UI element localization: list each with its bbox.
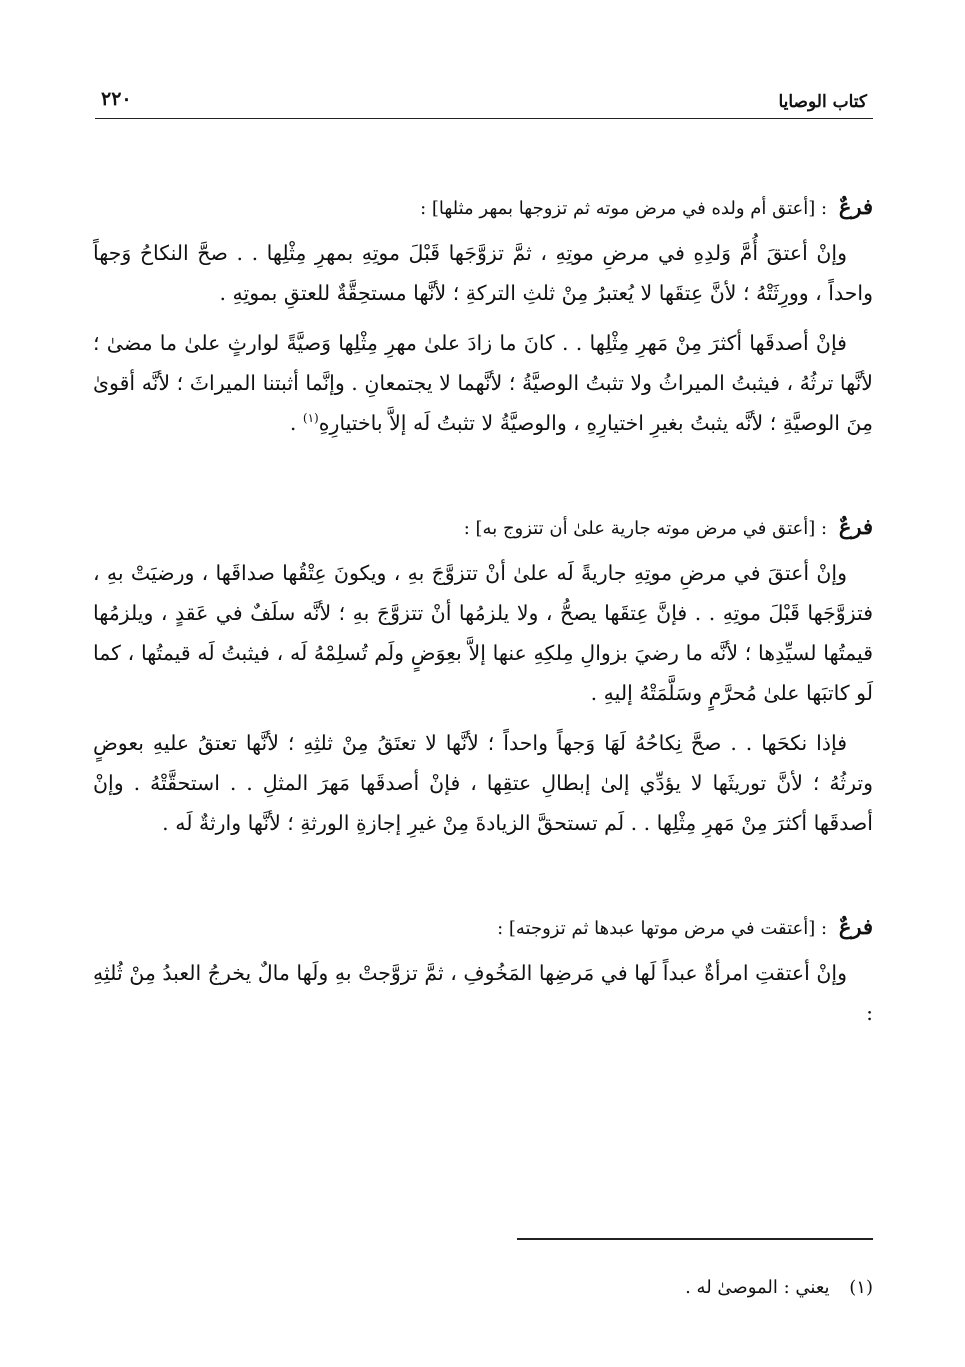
footnote-number: (١) xyxy=(849,1277,873,1298)
paragraph: وإنْ أعتقَ أُمَّ وَلدِهِ في مرضِ موتِهِ ، ثمَّ تزوَّجَها قَبْلَ موتِهِ بمهرِ مِثْلِها . . صحَّ النكاحُ وَجهاً واحداً ، وورِثَتْهُ ؛ لأنَّ عِتقَها لا يُعتبرُ مِنْ ثلثِ التركةِ ؛ لأنَّها مستحِقَّةٌ للعتقِ بموتِهِ . xyxy=(93,241,873,305)
main-text xyxy=(93,185,873,1043)
section-heading xyxy=(93,505,873,551)
section-heading xyxy=(93,185,873,231)
paragraph-text: فإنْ أصدقَها أكثرَ مِنْ مَهرِ مِثْلِها . . كانَ ما زادَ علىٰ مهرِ مِثْلِها وَصيَّةً لوارثٍ علىٰ ما مضىٰ ؛ لأنَّها ترثُهُ ، فيثبتُ الميراثُ ولا تثبتُ الوصيَّةُ ؛ لأنَّهما لا يجتمعانِ . وإنَّما أثبتنا الميراثَ ؛ لأنَّه أقوىٰ مِنَ الوصيَّةِ ؛ لأنَّه يثبتُ بغيرِ اختيارِهِ ، والوصيَّةُ لا تثبتُ لَه إلاَّ باختيارِهِ xyxy=(93,331,873,435)
paragraph-tail: . xyxy=(289,411,303,435)
section-title: : [أعتق أم ولده في مرض موته ثم تزوجها بمهر مثلها] : xyxy=(420,198,828,219)
section-2 xyxy=(93,505,873,843)
section-spacer xyxy=(93,853,873,905)
section-label: فرعٌ xyxy=(838,194,873,219)
section-3 xyxy=(93,905,873,1033)
page-number: ٢٢٠ xyxy=(101,88,132,110)
section-title: : [أعتقت في مرض موتها عبدها ثم تزوجته] : xyxy=(497,918,828,939)
section-label: فرعٌ xyxy=(838,514,873,539)
book-title: كتاب الوصايا xyxy=(778,92,867,112)
paragraph xyxy=(93,323,873,443)
footnote xyxy=(685,1277,873,1298)
footnote-reference[interactable]: (١) xyxy=(302,411,319,426)
footnote-divider xyxy=(517,1238,873,1240)
section-spacer xyxy=(93,453,873,505)
footnote-text: يعني : الموصىٰ له . xyxy=(685,1277,830,1298)
section-label: فرعٌ xyxy=(838,914,873,939)
section-1 xyxy=(93,185,873,443)
paragraph: فإذا نكحَها . . صحَّ نِكاحُهُ لَهَا وَجهاً واحداً ؛ لأنَّها لا تعتَقُ مِنْ ثلثِهِ ؛ لأنَّها تعتقُ عليهِ بعوضٍ وترثُهُ ؛ لأنَّ توريثَها لا يؤدِّي إلىٰ إبطالِ عتقِها ، فإنْ أصدقَها مَهرَ المثلِ . . استحقَّتْهُ . وإنْ أصدقَها أكثرَ مِنْ مَهرِ مِثْلِها . . لَم تستحقَّ الزيادةَ مِنْ غيرِ إجازةِ الورثةِ ؛ لأنَّها وارثةٌ لَه . xyxy=(93,731,873,835)
paragraph: وإنْ أعتقَ في مرضِ موتِهِ جاريةً لَه علىٰ أنْ تتزوَّجَ بهِ ، ويكونَ عِتْقُها صداقَها ، ورضيَتْ بهِ ، فتزوَّجَها قَبْلَ موتِهِ . . فإنَّ عِتقَها يصحُّ ، ولا يلزمُها أنْ تتزوَّجَ بهِ ؛ لأنَّه سلَفٌ في عَقدٍ ، ويلزمُها قيمتُها لسيِّدِها ؛ لأنَّه ما رضيَ بزوالِ مِلكِهِ عنها إلاَّ بعِوَضٍ ولَم تُسلِمْهُ لَه ، فيثبتُ لَه قيمتُها ، كما لَو كاتبَها علىٰ مُحرَّمٍ وسَلَّمَتْهُ إليهِ . xyxy=(93,561,873,705)
section-title: : [أعتق في مرض موته جارية علىٰ أن تتزوج به] : xyxy=(463,518,828,539)
running-header xyxy=(95,88,873,119)
section-heading xyxy=(93,905,873,951)
paragraph: وإنْ أعتقتِ امرأةٌ عبداً لَها في مَرضِها المَخُوفِ ، ثمَّ تزوَّجتْ بهِ ولَها مالٌ يخرجُ العبدُ مِنْ ثُلثِهِ : xyxy=(93,961,873,1025)
